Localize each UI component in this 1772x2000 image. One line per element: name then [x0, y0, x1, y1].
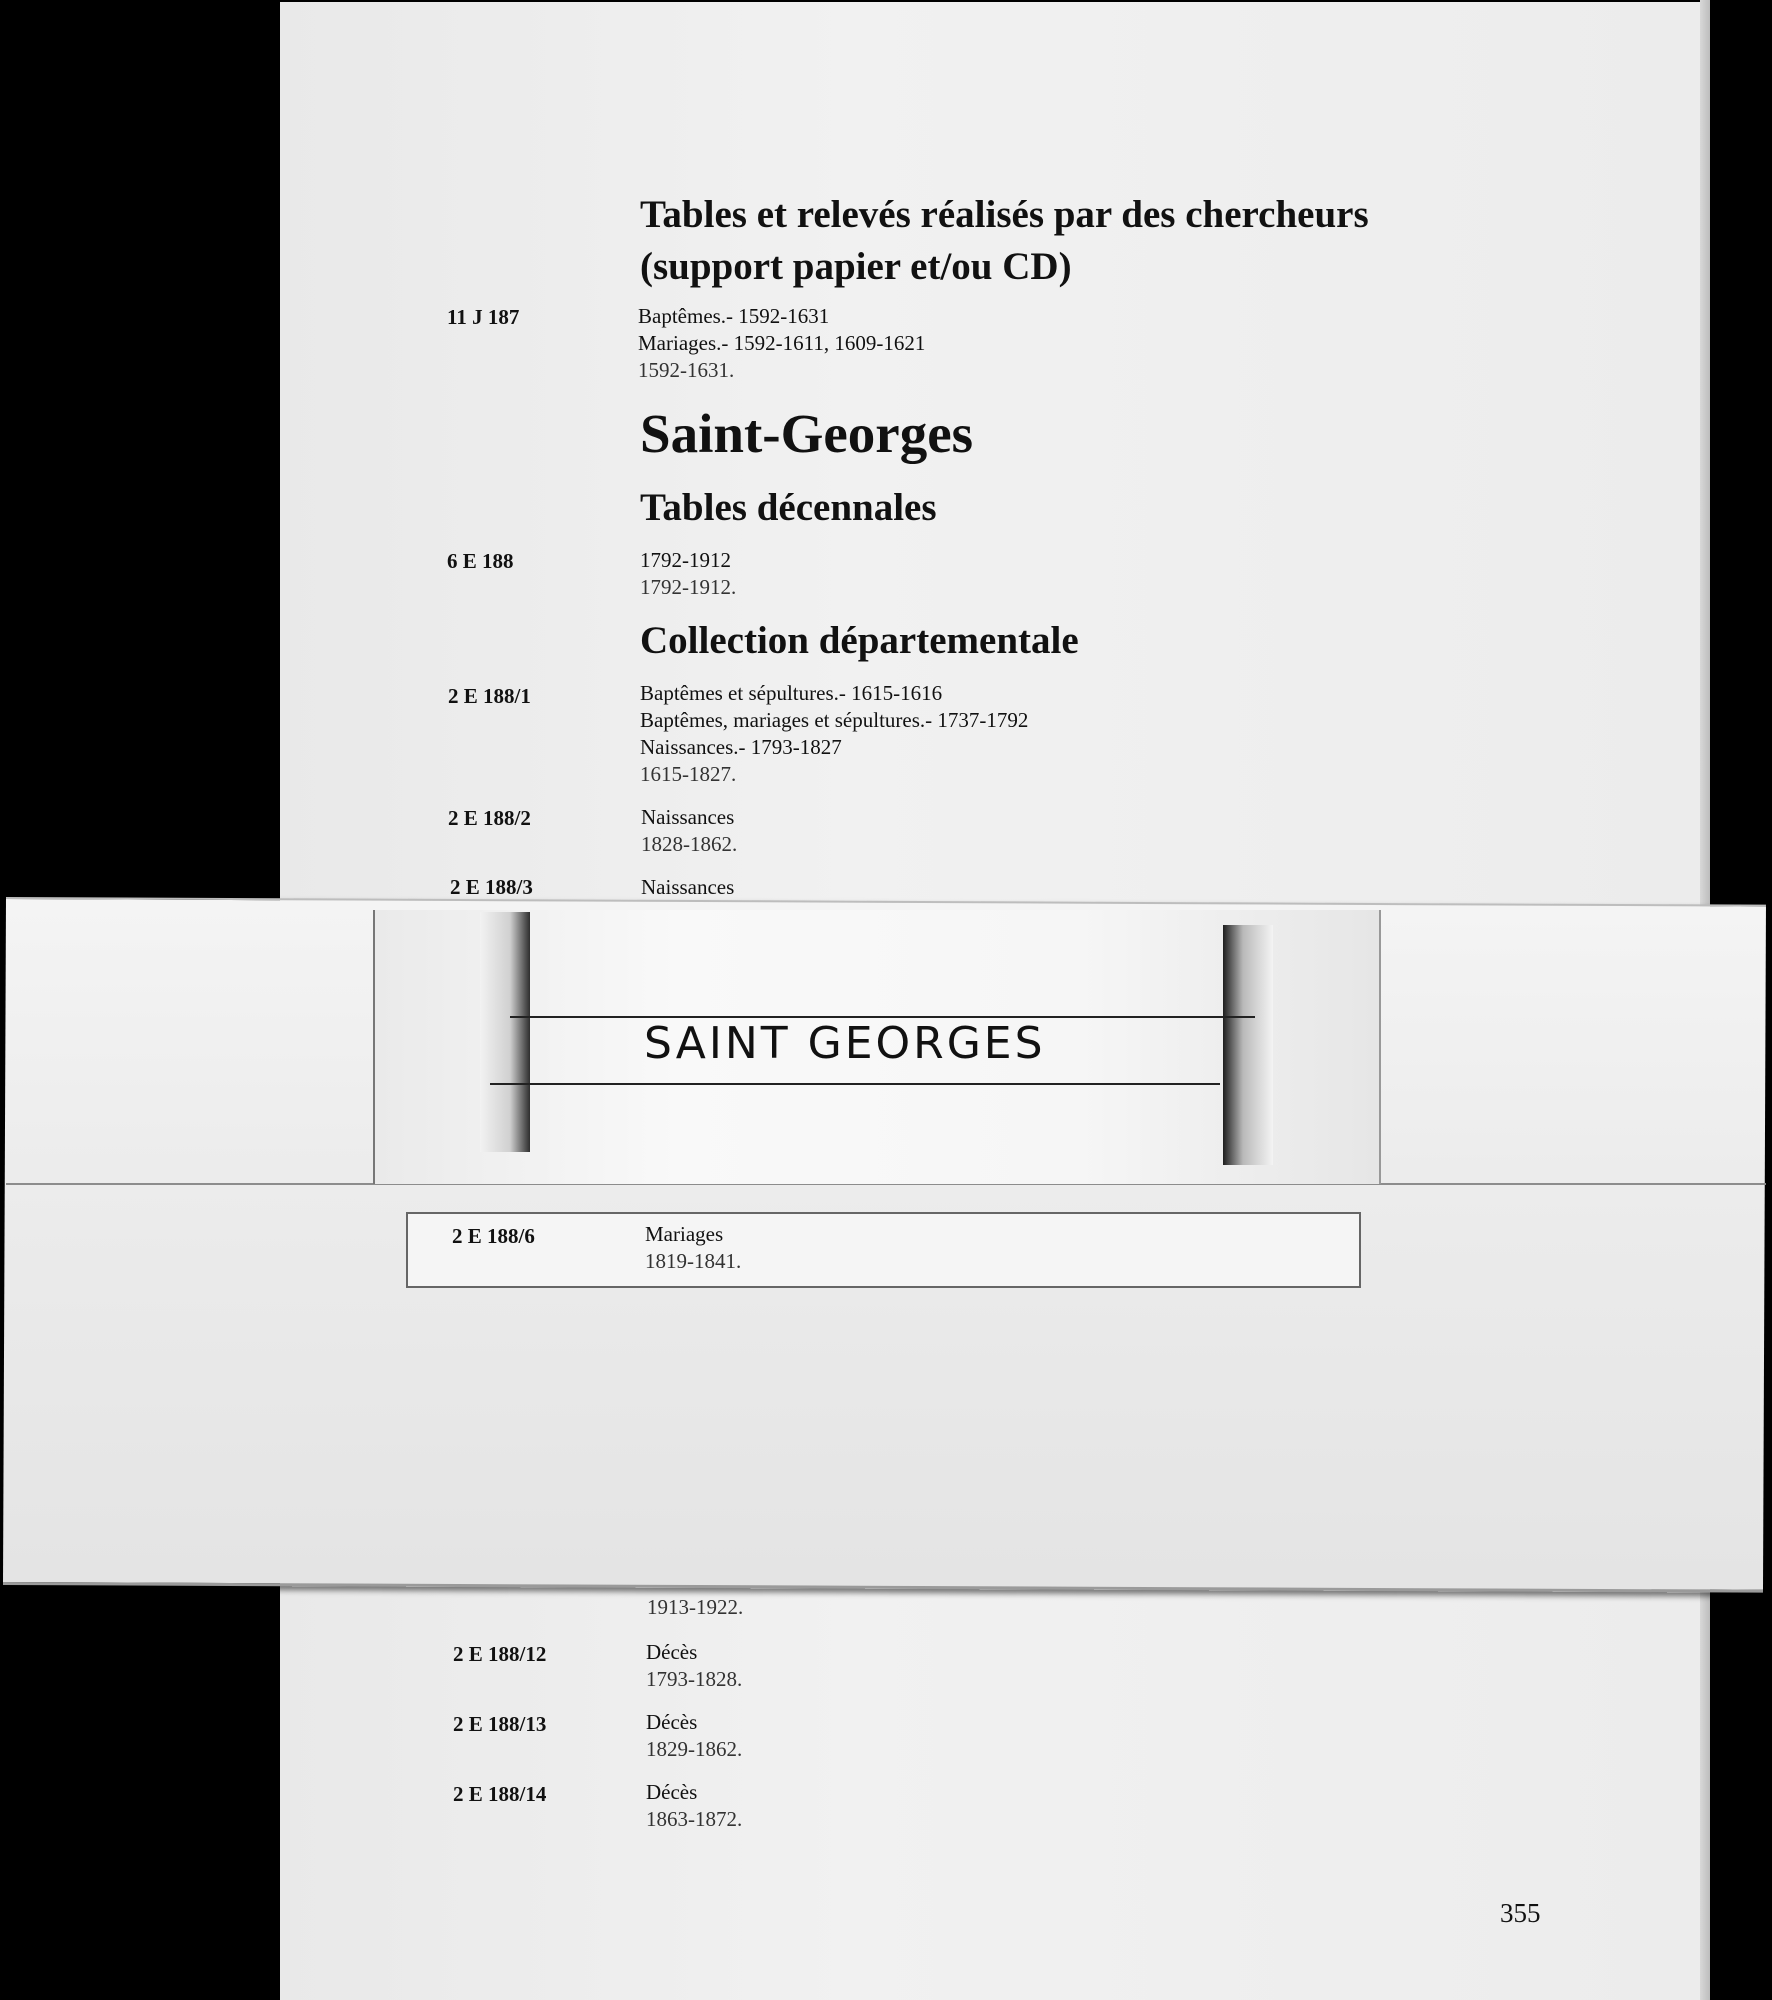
entry-cote: 2 E 188/1 [448, 684, 531, 708]
entry-description [646, 1709, 742, 1763]
entry-cote: 2 E 188/14 [453, 1782, 547, 1806]
entry-cote: 2 E 188/2 [448, 806, 531, 830]
entry-dates: 1863-1872. [646, 1807, 743, 1831]
entry-line: Naissances [641, 805, 735, 829]
entry-cote: 2 E 188/6 [452, 1224, 535, 1248]
entry-line: Baptêmes.- 1592-1631 [638, 304, 830, 328]
entry-dates: 1829-1862. [646, 1737, 743, 1761]
entry-line: Décès [646, 1710, 698, 1734]
handwritten-label: SAINT GEORGES [644, 1018, 1046, 1069]
entry-line: Décès [646, 1640, 698, 1664]
entry-description [641, 804, 737, 858]
entry-line: Baptêmes, mariages et sépultures.- 1737-1792 [640, 708, 1029, 732]
entry-line: Mariages [645, 1222, 724, 1246]
entry-dates: 1615-1827. [640, 762, 737, 786]
page-number: 355 [1500, 1898, 1541, 1928]
entry-description [640, 547, 736, 601]
entry-dates: 1913-1922. [647, 1595, 744, 1619]
entry-cote: 2 E 188/12 [453, 1642, 547, 1666]
entry-description [638, 303, 925, 384]
entry-dates: 1819-1841. [645, 1249, 742, 1273]
entry-line: Naissances.- 1793-1827 [640, 735, 842, 759]
entry-line: Décès [646, 1780, 698, 1804]
entry-cote: 11 J 187 [447, 305, 520, 329]
entry-description [645, 1221, 741, 1275]
entry-description [646, 1639, 742, 1693]
entry-cote: 2 E 188/13 [453, 1712, 547, 1736]
tape-roll-left [480, 912, 530, 1152]
entry-description [641, 874, 734, 901]
entry-cote: 6 E 188 [447, 549, 514, 573]
label-rule-bottom [490, 1083, 1220, 1085]
insert-box [406, 1212, 1361, 1288]
entry-dates: 1793-1828. [646, 1667, 743, 1691]
entry-dates: 1592-1631. [638, 358, 735, 382]
section-title-chercheurs-2: (support papier et/ou CD) [640, 245, 1072, 288]
entry-description [647, 1594, 743, 1621]
section-title-chercheurs-1: Tables et relevés réalisés par des chercheurs [640, 193, 1369, 236]
entry-line: Naissances [641, 875, 735, 899]
entry-cote: 2 E 188/3 [450, 875, 533, 899]
entry-description [646, 1779, 742, 1833]
entry-line: Mariages.- 1592-1611, 1609-1621 [638, 331, 926, 355]
entry-dates: 1828-1862. [641, 832, 738, 856]
entry-line: Baptêmes et sépultures.- 1615-1616 [640, 681, 943, 705]
commune-title: Saint-Georges [640, 403, 974, 464]
section-title-collection: Collection départementale [640, 619, 1079, 662]
entry-line: 1792-1912 [640, 548, 731, 572]
section-title-decennales: Tables décennales [640, 486, 937, 529]
entry-description [640, 680, 1028, 788]
entry-dates: 1792-1912. [640, 575, 737, 599]
tape-roll-right [1223, 925, 1273, 1165]
